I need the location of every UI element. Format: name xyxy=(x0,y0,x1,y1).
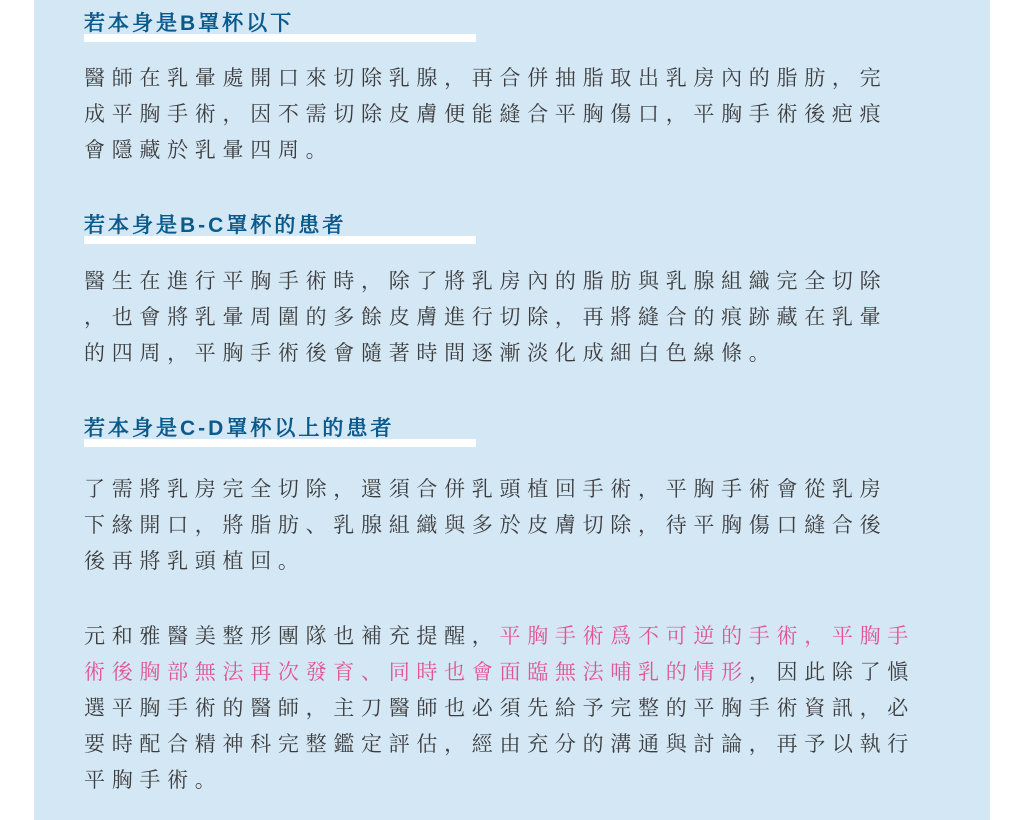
section-body xyxy=(84,60,964,168)
paragraph-line: 後再將乳頭植回。 xyxy=(84,549,306,573)
section-body xyxy=(84,471,964,579)
paragraph-line xyxy=(84,654,964,690)
section-c-d-cup-above xyxy=(84,415,964,447)
paragraph-line: 下緣開口，將脂肪、乳腺組織與多於皮膚切除，待平胸傷口縫合後 xyxy=(84,513,888,537)
paragraph-line: 成平胸手術，因不需切除皮膚便能縫合平胸傷口，平胸手術後疤痕 xyxy=(84,102,888,126)
paragraph-line xyxy=(84,618,964,654)
section-heading xyxy=(84,212,476,244)
section-paragraph xyxy=(84,60,964,168)
paragraph-line: 醫師在乳暈處開口來切除乳腺，再合併抽脂取出乳房內的脂肪，完 xyxy=(84,66,888,90)
highlight-text: 術後胸部無法再次發育、同時也會面臨無法哺乳的情形 xyxy=(84,660,749,684)
section-heading-text: 若本身是B-C罩杯的患者 xyxy=(84,214,347,237)
closing-paragraph xyxy=(84,618,964,798)
section-paragraph xyxy=(84,471,964,579)
section-heading xyxy=(84,415,476,447)
section-heading-text: 若本身是B罩杯以下 xyxy=(84,12,295,35)
paragraph-line: 會隱藏於乳暈四周。 xyxy=(84,138,334,162)
highlight-text: 平胸手術爲不可逆的手術，平胸手 xyxy=(499,624,915,648)
paragraph-line: 醫生在進行平胸手術時，除了將乳房內的脂肪與乳腺組織完全切除 xyxy=(84,269,888,293)
paragraph-line: ，也會將乳暈周圍的多餘皮膚進行切除，再將縫合的痕跡藏在乳暈 xyxy=(84,305,888,329)
paragraph-line: 的四周，平胸手術後會隨著時間逐漸淡化成細白色線條。 xyxy=(84,341,777,365)
closing-section xyxy=(84,618,964,798)
section-b-cup-below xyxy=(84,10,964,42)
paragraph-line: 平胸手術。 xyxy=(84,768,223,792)
section-b-c-cup xyxy=(84,212,964,244)
paragraph-line: 要時配合精神科完整鑑定評估，經由充分的溝通與討論，再予以執行 xyxy=(84,732,915,756)
section-heading xyxy=(84,10,476,42)
section-heading-text: 若本身是C-D罩杯以上的患者 xyxy=(84,417,395,440)
paragraph-line: 了需將乳房完全切除，還須合併乳頭植回手術，平胸手術會從乳房 xyxy=(84,477,888,501)
closing-text: ，因此除了愼 xyxy=(748,660,916,684)
closing-text: 元和雅醫美整形團隊也補充提醒， xyxy=(84,624,500,648)
section-body xyxy=(84,263,964,371)
section-paragraph xyxy=(84,263,964,371)
paragraph-line: 選平胸手術的醫師，主刀醫師也必須先給予完整的平胸手術資訊，必 xyxy=(84,696,915,720)
